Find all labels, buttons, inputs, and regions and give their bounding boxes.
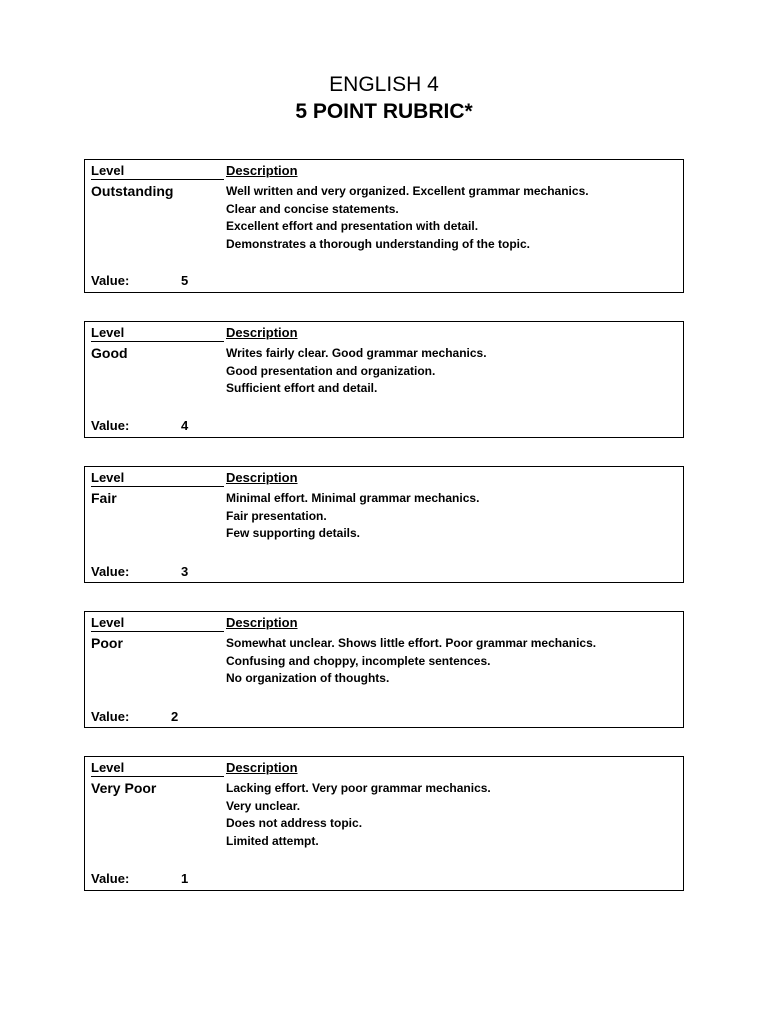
description-header: Description bbox=[226, 615, 298, 630]
description-line: Excellent effort and presentation with detail. bbox=[226, 219, 479, 233]
value-label: Value: bbox=[91, 418, 130, 433]
description-list bbox=[226, 345, 487, 398]
description-header: Description bbox=[226, 470, 298, 485]
value-number: 3 bbox=[181, 564, 189, 579]
description-list bbox=[226, 183, 589, 253]
description-header: Description bbox=[226, 760, 298, 775]
description-line: Fair presentation. bbox=[226, 508, 327, 523]
description-line: Demonstrates a thorough understanding of the topic. bbox=[226, 236, 531, 251]
description-line: Confusing and choppy, incomplete sentences. bbox=[226, 653, 491, 668]
description-line: Somewhat unclear. Shows little effort. Poor grammar mechanics. bbox=[226, 636, 597, 650]
description-line: Lacking effort. Very poor grammar mechanics. bbox=[226, 781, 491, 795]
document-title: ENGLISH 4 bbox=[329, 73, 439, 96]
description-line: Does not address topic. bbox=[226, 816, 363, 830]
value-label: Value: bbox=[91, 871, 130, 886]
description-line: Very unclear. bbox=[226, 798, 301, 813]
rubric-card-very-poor bbox=[84, 756, 684, 891]
value-label: Value: bbox=[91, 564, 130, 579]
level-name: Outstanding bbox=[91, 183, 174, 199]
value-number: 1 bbox=[181, 871, 189, 886]
description-line: No organization of thoughts. bbox=[226, 671, 390, 685]
level-header: Level bbox=[91, 325, 224, 342]
level-name: Very Poor bbox=[91, 780, 157, 796]
value-number: 4 bbox=[181, 418, 189, 433]
level-header: Level bbox=[91, 470, 224, 487]
rubric-card-outstanding bbox=[84, 159, 684, 293]
level-name: Good bbox=[91, 345, 128, 361]
value-number: 5 bbox=[181, 273, 189, 288]
description-list bbox=[226, 490, 479, 543]
level-header: Level bbox=[91, 615, 224, 632]
title-block bbox=[0, 72, 768, 125]
rubric-card-poor bbox=[84, 611, 684, 728]
description-line: Writes fairly clear. Good grammar mechanics. bbox=[226, 346, 487, 360]
value-label: Value: bbox=[91, 273, 130, 288]
description-header: Description bbox=[226, 163, 298, 178]
value-number: 2 bbox=[171, 709, 179, 724]
value-label: Value: bbox=[91, 709, 130, 724]
description-line: Limited attempt. bbox=[226, 833, 319, 848]
level-header: Level bbox=[91, 163, 224, 180]
description-line: Minimal effort. Minimal grammar mechanics. bbox=[226, 491, 480, 505]
description-line: Few supporting details. bbox=[226, 526, 361, 540]
rubric-card-good bbox=[84, 321, 684, 438]
description-line: Good presentation and organization. bbox=[226, 363, 436, 378]
description-line: Sufficient effort and detail. bbox=[226, 381, 378, 395]
description-list bbox=[226, 780, 491, 850]
description-header: Description bbox=[226, 325, 298, 340]
rubric-card-fair bbox=[84, 466, 684, 583]
level-name: Poor bbox=[91, 635, 123, 651]
level-header: Level bbox=[91, 760, 224, 777]
description-list bbox=[226, 635, 596, 688]
document-subtitle: 5 POINT RUBRIC* bbox=[295, 100, 473, 123]
description-line: Well written and very organized. Excellent grammar mechanics. bbox=[226, 184, 589, 198]
level-name: Fair bbox=[91, 490, 117, 506]
description-line: Clear and concise statements. bbox=[226, 201, 399, 216]
